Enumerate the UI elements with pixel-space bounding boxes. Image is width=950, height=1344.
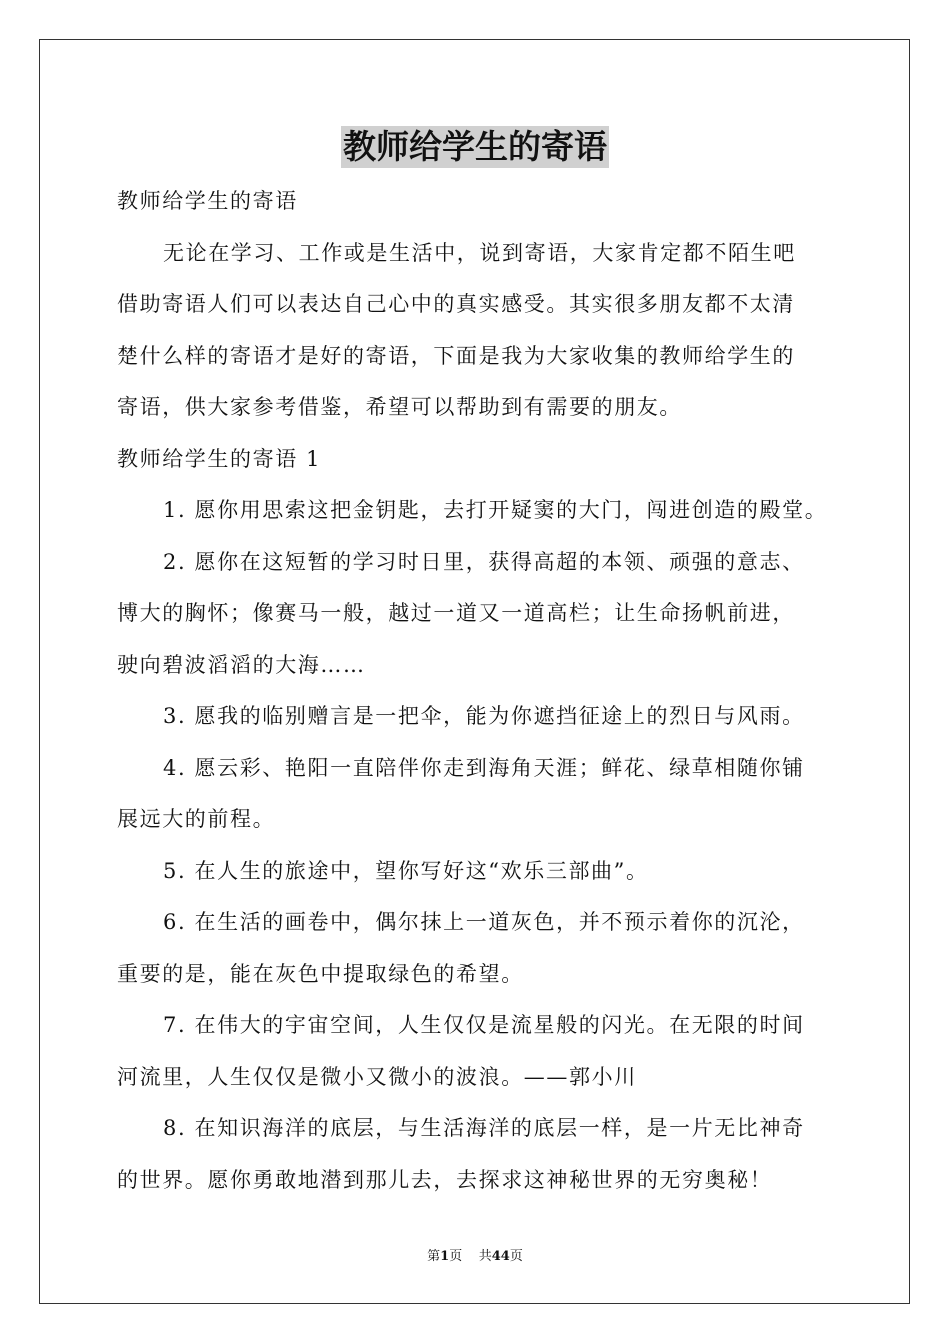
page-title: 教师给学生的寄语: [343, 127, 607, 166]
paragraph-line: 寄语，供大家参考借鉴，希望可以帮助到有需要的朋友。: [117, 395, 682, 419]
document-body: [117, 176, 837, 1206]
title-container: [0, 126, 950, 168]
list-item: 1. 愿你用思索这把金钥匙，去打开疑窦的大门，闯进创造的殿堂。: [163, 498, 828, 522]
list-item-continuation: 展远大的前程。: [117, 807, 276, 831]
list-item-continuation: 的世界。愿你勇敢地潜到那儿去，去探求这神秘世界的无穷奥秘！: [117, 1167, 773, 1192]
list-item: 6. 在生活的画卷中，偶尔抹上一道灰色，并不预示着你的沉沦，: [163, 910, 805, 934]
page-number: 1: [440, 1249, 450, 1264]
list-item: 7. 在伟大的宇宙空间，人生仅仅是流星般的闪光。在无限的时间: [163, 1013, 805, 1037]
list-item-continuation: 重要的是，能在灰色中提取绿色的希望。: [117, 961, 524, 986]
paragraph-line: 借助寄语人们可以表达自己心中的真实感受。其实很多朋友都不太清: [117, 292, 795, 316]
page-prefix: 第: [427, 1249, 441, 1264]
paragraph-line: 楚什么样的寄语才是好的寄语，下面是我为大家收集的教师给学生的: [117, 343, 795, 368]
section-heading: 教师给学生的寄语 1: [117, 446, 322, 471]
total-prefix: 共: [478, 1249, 492, 1264]
section-heading: 教师给学生的寄语: [117, 189, 298, 213]
total-pages: 44: [491, 1249, 510, 1264]
list-item-continuation: 河流里，人生仅仅是微小又微小的波浪。——郭小川: [117, 1064, 637, 1089]
list-item: 8. 在知识海洋的底层，与生活海洋的底层一样，是一片无比神奇: [163, 1116, 805, 1140]
list-item: 4. 愿云彩、艳阳一直陪伴你走到海角天涯；鲜花、绿草相随你铺: [163, 755, 805, 780]
page-footer: [0, 1248, 950, 1266]
list-item: 2. 愿你在这短暂的学习时日里，获得高超的本领、顽强的意志、: [163, 549, 805, 574]
page-suffix: 页: [449, 1249, 463, 1264]
paragraph-line: 无论在学习、工作或是生活中，说到寄语，大家肯定都不陌生吧: [163, 240, 796, 265]
list-item: 5. 在人生的旅途中，望你写好这“欢乐三部曲”。: [163, 858, 649, 883]
list-item: 3. 愿我的临别赠言是一把伞，能为你遮挡征途上的烈日与风雨。: [163, 704, 805, 728]
list-item-continuation: 博大的胸怀；像赛马一般，越过一道又一道高栏；让生命扬帆前进，: [117, 601, 795, 625]
total-suffix: 页: [509, 1249, 523, 1264]
list-item-continuation: 驶向碧波滔滔的大海……: [117, 652, 366, 677]
